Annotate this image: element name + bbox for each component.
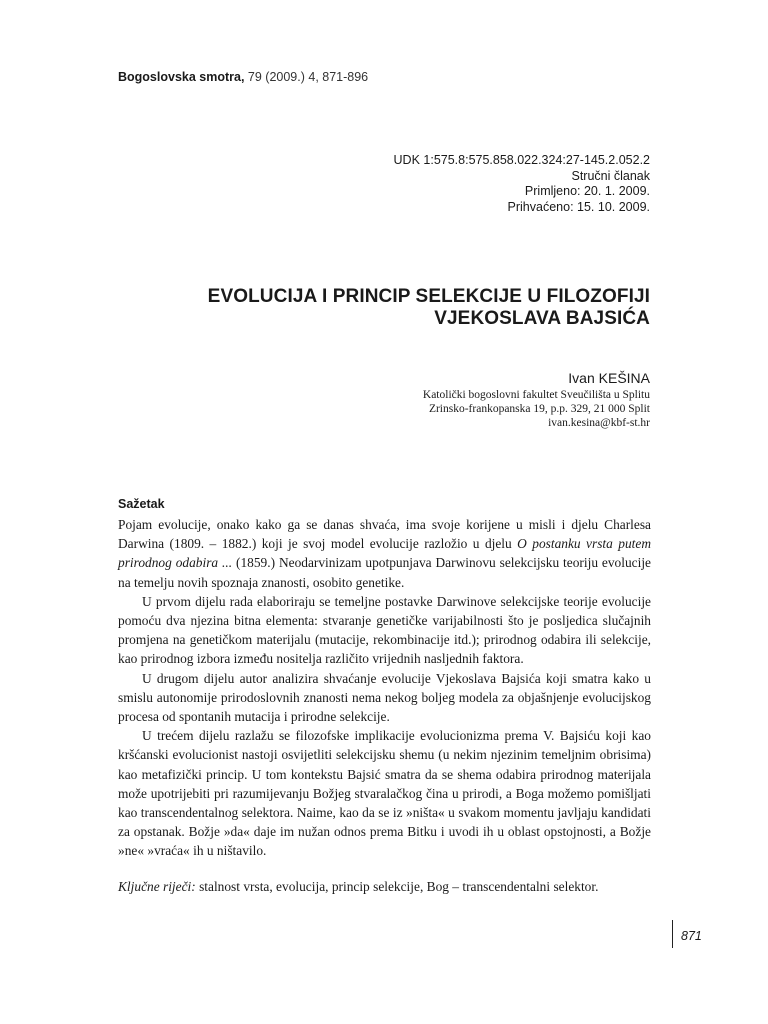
- page-number: 871: [681, 929, 702, 943]
- article-type: Stručni članak: [571, 168, 650, 183]
- institution: Katolički bogoslovni fakultet Sveučilišta u Splitu: [422, 389, 650, 401]
- accepted-date: Prihvaćeno: 15. 10. 2009.: [507, 199, 650, 214]
- received-date: Primljeno: 20. 1. 2009.: [524, 184, 650, 198]
- abstract-paragraph-1: [118, 515, 651, 592]
- abstract-paragraph-3: U drugom dijelu autor analizira shvaćanje evolucije Vjekoslava Bajsića koji smatra kako u smislu autonomije prirodoslovnih znanosti nema nekog boljeg modela za objašnjenje evolucijskog procesa od spontanih mutacija i prirodne selekcije.: [118, 670, 651, 725]
- author-name: Ivan KEŠINA: [568, 370, 650, 386]
- abstract-paragraph-2: U prvom dijelu rada elaboriraju se temeljne postavke Darwinove selekcijske teorije evolucije pomoću dva njezina bitna elementa: stvaranje genetičke varijabilnosti što je posljedica slučajnih promjena na genetičkom materijalu (mutacije, rekombinacije itd.); prirodnog odabira ili selekcije, kao prirodnog izbora između nositelja različito vrijednih nasljednih faktora.: [118, 593, 651, 667]
- journal-name: Bogoslovska smotra,: [118, 70, 245, 84]
- cited-work-title: O postanku vrsta putem prirodnog odabira ...: [118, 536, 651, 571]
- article-metadata: [394, 153, 650, 215]
- abstract-paragraph-4: U trećem dijelu razlažu se filozofske implikacije evolucionizma prema V. Bajsiću koji kao kršćanski evolucionist nastoji osvijetliti selekcijsku shemu (u nekim njezinim temeljnim obrisima) kao metafizički princip. U tom kontekstu Bajsić smatra da se shema odabira prirodnog materijala može upotrijebiti pri razumijevanju Božjeg stvaralačkog čina u prirodi, a Boga možemo pomišljati kao transcendentalnog selektora. Naime, kao da se iz »ništa« u svakom momentu javljaju kandidati za opstanak. Božje »da« daje im nužan odnos prema Bitku i uvodi ih u oblast opstojnosti, a Božje »ne« »vraća« ih u ništavilo.: [118, 728, 651, 859]
- journal-citation: [118, 70, 368, 84]
- address: Zrinsko-frankopanska 19, p.p. 329, 21 000 Split: [428, 403, 650, 415]
- udk-code: UDK 1:575.8:575.858.022.324:27-145.2.052.2: [393, 153, 650, 167]
- abstract-p1-text-cont: (1859.) Neodarvinizam upotpunjava Darwinovu selekcijsku teoriju evolucije na temelju novih spoznaja znanosti, osobito genetike.: [118, 555, 651, 590]
- keywords-list: stalnost vrsta, evolucija, princip selekcije, Bog – transcendentalni selektor.: [195, 879, 599, 894]
- article-title: [130, 286, 650, 330]
- abstract-body: [118, 515, 651, 861]
- keywords-label: Ključne riječi:: [118, 879, 196, 894]
- page-number-rule: [672, 920, 673, 948]
- keywords: [118, 877, 651, 896]
- email: ivan.kesina@kbf-st.hr: [548, 417, 650, 429]
- abstract-heading: Sažetak: [118, 497, 165, 511]
- title-line-2: VJEKOSLAVA BAJSIĆA: [434, 308, 650, 329]
- title-line-1: EVOLUCIJA I PRINCIP SELEKCIJE U FILOZOFIJI: [207, 286, 650, 307]
- journal-volume-pages: 79 (2009.) 4, 871-896: [244, 70, 369, 84]
- abstract-p1-text: Pojam evolucije, onako kako ga se danas shvaća, ima svoje korijene u misli i djelu Charlesa Darwina (1809. – 1882.) koji je svoj model evolucije razložio u djelu: [118, 517, 651, 552]
- author-affiliation: [423, 388, 650, 430]
